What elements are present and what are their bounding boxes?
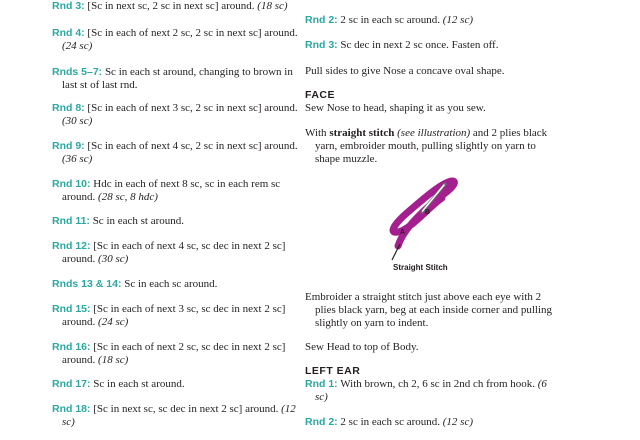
pull-sides-text: Pull sides to give Nose a concave oval shape. bbox=[305, 65, 505, 77]
label-a: A bbox=[400, 229, 406, 236]
sew-head-text: Sew Head to top of Body. bbox=[305, 341, 419, 353]
rnd-8-instruction: Rnd 8: [Sc in each of next 3 sc, 2 sc in next sc] around. (30 sc) bbox=[52, 102, 298, 127]
rnd-17-instruction: Rnd 17: Sc in each st around. bbox=[52, 378, 185, 390]
rnd-3-instruction: Rnd 3: [Sc in next sc, 2 sc in next sc] around. (18 sc) bbox=[52, 0, 288, 12]
rnd-15-instruction: Rnd 15: [Sc in each of next 3 sc, sc dec in next 2 sc] around. (24 sc) bbox=[52, 303, 286, 328]
left-ear-heading: LEFT EAR bbox=[305, 365, 361, 377]
rnds-13-14-instruction: Rnds 13 & 14: Sc in each sc around. bbox=[52, 278, 218, 290]
nose-rnd-3-instruction: Rnd 3: Sc dec in next 2 sc once. Fasten off. bbox=[305, 39, 499, 51]
ear-rnd-2-instruction: Rnd 2: 2 sc in each sc around. (12 sc) bbox=[305, 416, 473, 428]
label-b: B bbox=[425, 209, 431, 216]
rnd-10-instruction: Rnd 10: Hdc in each of next 8 sc, sc in each rem sc around. (28 sc, 8 hdc) bbox=[52, 178, 281, 203]
nose-rnd-2-instruction: Rnd 2: 2 sc in each sc around. (12 sc) bbox=[305, 14, 473, 26]
straight-stitch-instruction: With straight stitch (see illustration) and 2 plies black yarn, embroider mouth, pulling slightly on yarn to shape muzzle. bbox=[305, 127, 548, 165]
sew-nose-text: Sew Nose to head, shaping it as you sew. bbox=[305, 102, 486, 114]
embroider-eye-text: Embroider a straight stitch just above each eye with 2 plies black yarn, beg at each inside corner and pulling slightly on yarn to indent. bbox=[305, 291, 553, 329]
straight-stitch-illustration bbox=[380, 172, 480, 272]
ear-rnd-1-instruction: Rnd 1: With brown, ch 2, 6 sc in 2nd ch from hook. (6 sc) bbox=[305, 378, 547, 403]
rnd-4-instruction: Rnd 4: [Sc in each of next 2 sc, 2 sc in next sc] around. (24 sc) bbox=[52, 27, 298, 52]
rnd-9-instruction: Rnd 9: [Sc in each of next 4 sc, 2 sc in next sc] around. (36 sc) bbox=[52, 140, 298, 165]
rnd-12-instruction: Rnd 12: [Sc in each of next 4 sc, sc dec in next 2 sc] around. (30 sc) bbox=[52, 240, 286, 265]
rnd-11-instruction: Rnd 11: Sc in each st around. bbox=[52, 215, 185, 227]
rnd-16-instruction: Rnd 16: [Sc in each of next 2 sc, sc dec in next 2 sc] around. (18 sc) bbox=[52, 341, 286, 366]
rnd-18-instruction: Rnd 18: [Sc in next sc, sc dec in next 2 sc] around. (12 sc) bbox=[52, 403, 296, 428]
rnds-5-7-instruction: Rnds 5–7: Sc in each st around, changing to brown in last st of last rnd. bbox=[52, 66, 293, 91]
illustration-caption: Straight Stitch bbox=[393, 263, 448, 272]
face-heading: FACE bbox=[305, 89, 336, 101]
